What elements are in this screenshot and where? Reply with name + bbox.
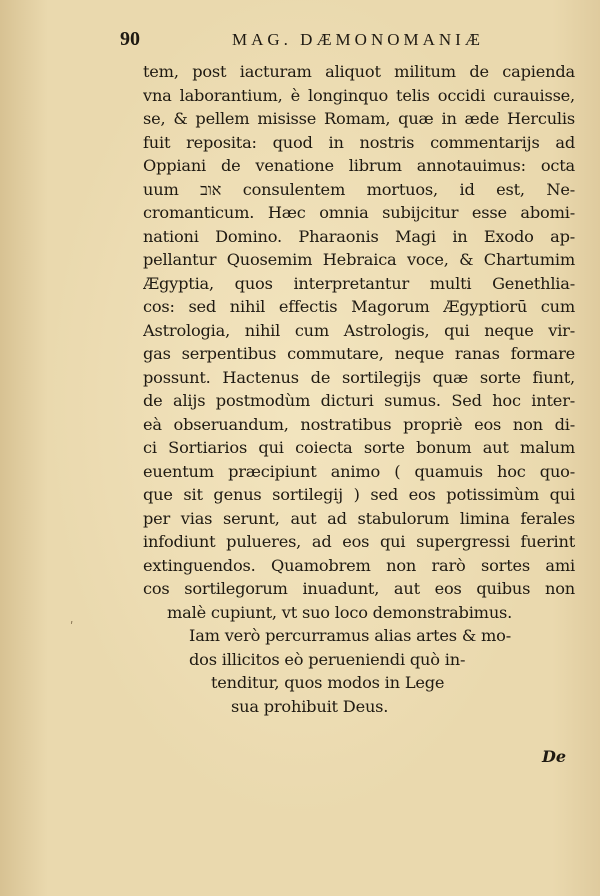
catchword: De [541, 747, 566, 766]
text-line: infodiunt pulueres, ad eos qui supergressi fuerint [143, 532, 575, 551]
text-line: Oppiani de venatione librum annotauimus: octa [143, 156, 575, 175]
text-line: fuit reposita: quod in nostris commentarijs ad [143, 132, 575, 152]
text-line: Astrologia, nihil cum Astrologis, qui neque vir- [143, 320, 575, 340]
text-line: cos: sed nihil effectis Magorum Ægyptiorū cum [143, 297, 575, 316]
page-header [120, 28, 560, 56]
text-line: tenditur, quos modos in Lege [211, 673, 445, 692]
text-line: possunt. Hactenus de sortilegijs quæ sorte fiunt, [143, 367, 575, 387]
text-line: pellantur Quosemim Hebraica voce, & Chartumim [143, 250, 575, 269]
text-line: tem, post iacturam aliquot militum de capienda [143, 62, 575, 81]
text-line: nationi Domino. Pharaonis Magi in Exodo ap- [143, 226, 575, 246]
folio-number: 90 [120, 28, 140, 50]
running-head: MAG. DÆMONOMANIÆ [232, 30, 484, 49]
text-line: cos sortilegorum inuadunt, aut eos quibus non [143, 579, 575, 598]
margin-mark: ʹ [70, 620, 74, 634]
text-line: se, & pellem misisse Romam, quæ in æde Herculis [143, 109, 575, 128]
text-line: que sit genus sortilegij ) sed eos potissimùm qui [143, 485, 575, 504]
text-line: uum אוב consulentem mortuos, id est, Ne- [143, 179, 575, 199]
text-line: ci Sortiarios qui coiecta sorte bonum aut malum [143, 438, 575, 457]
text-line: euentum præcipiunt animo ( quamuis hoc quo- [143, 461, 575, 481]
text-line: Ægyptia, quos interpretantur multi Genethlia- [143, 273, 575, 293]
text-line: per vias serunt, aut ad stabulorum limina ferales [143, 508, 575, 528]
text-line: dos illicitos eò perueniendi quò in- [189, 649, 466, 669]
text-line: de alijs postmodùm dicturi sumus. Sed hoc inter- [143, 391, 575, 410]
text-line: cromanticum. Hæc omnia subijcitur esse abomi- [143, 203, 575, 222]
text-line: sua prohibuit Deus. [231, 696, 389, 716]
text-line: gas serpentibus commutare, neque ranas formare [143, 344, 575, 363]
text-line: Iam verò percurramus alias artes & mo- [189, 626, 511, 645]
text-line: extinguendos. Quamobrem non rarò sortes ami [143, 555, 575, 575]
text-line: malè cupiunt, vt suo loco demonstrabimus. [167, 602, 513, 622]
text-line: eà obseruandum, nostratibus propriè eos non di- [143, 414, 575, 434]
text-block [143, 60, 575, 718]
text-line: vna laborantium, è longinquo telis occidi curauisse, [143, 85, 575, 105]
